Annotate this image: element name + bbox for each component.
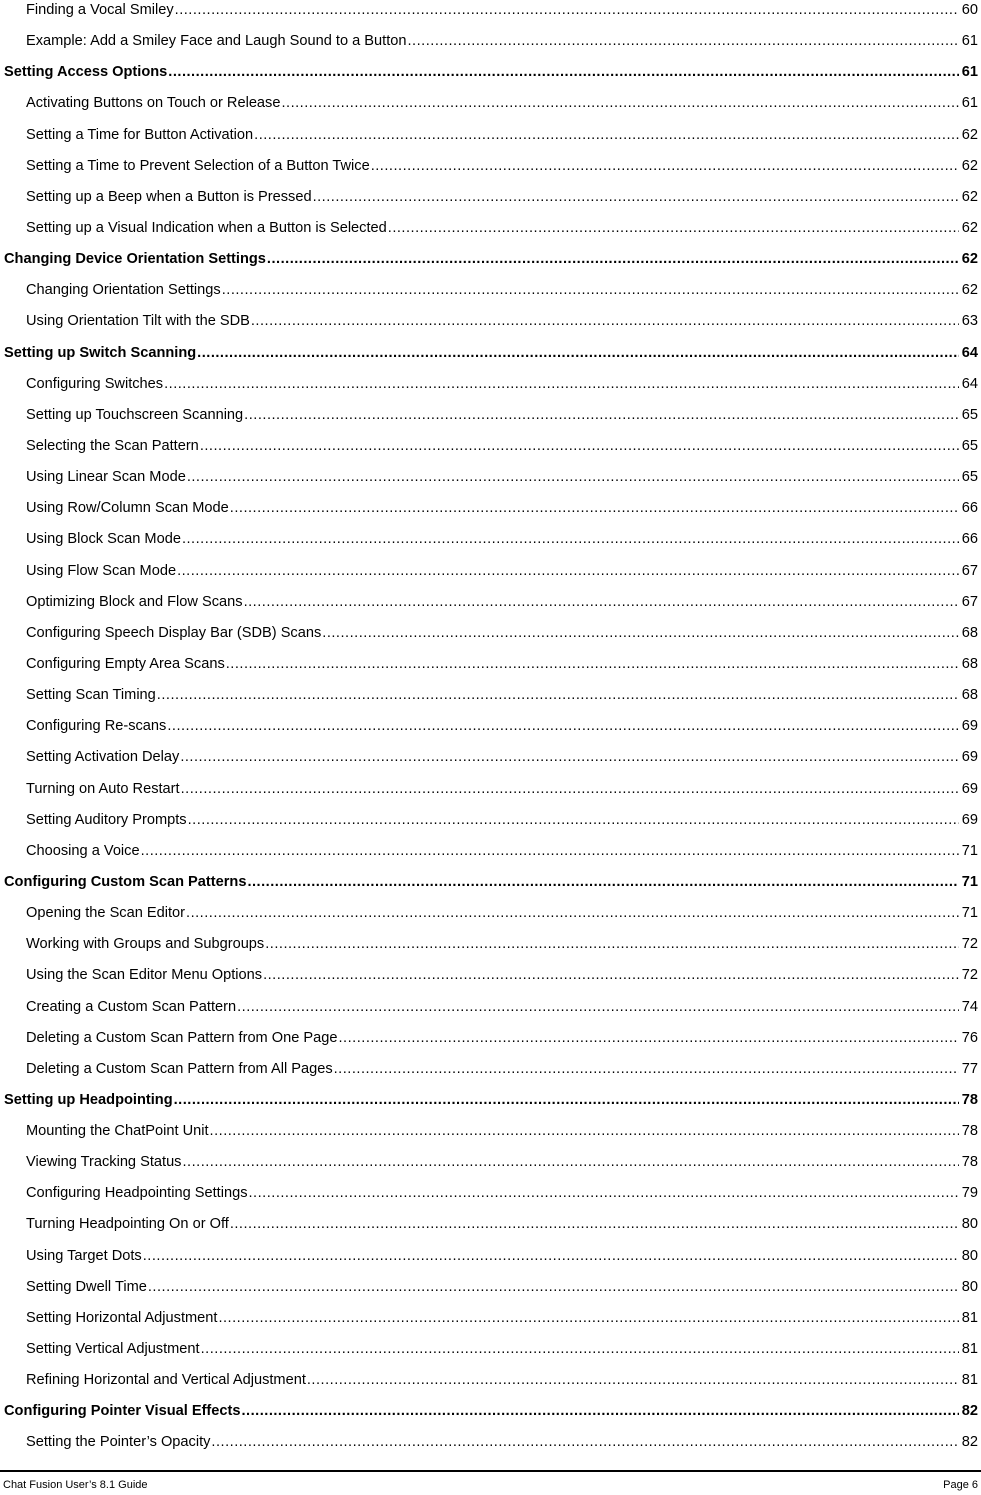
toc-dot-leader bbox=[334, 1054, 959, 1085]
toc-dot-leader bbox=[174, 1085, 959, 1116]
toc-entry-title: Using Target Dots bbox=[26, 1247, 142, 1264]
toc-section-heading[interactable] bbox=[4, 1396, 978, 1427]
toc-entry[interactable] bbox=[4, 493, 978, 524]
toc-entry-title: Configuring Switches bbox=[26, 375, 164, 392]
toc-dot-leader bbox=[242, 1396, 959, 1427]
toc-dot-leader bbox=[187, 462, 959, 493]
toc-entry-title: Opening the Scan Editor bbox=[26, 905, 186, 922]
toc-entry[interactable] bbox=[4, 1023, 978, 1054]
toc-page-number: 81 bbox=[961, 1372, 978, 1389]
toc-dot-leader bbox=[141, 836, 959, 867]
toc-page-number: 80 bbox=[961, 1247, 978, 1264]
toc-dot-leader bbox=[167, 711, 958, 742]
toc-entry-title: Configuring Headpointing Settings bbox=[26, 1185, 248, 1202]
toc-dot-leader bbox=[254, 120, 959, 151]
toc-entry[interactable] bbox=[4, 960, 978, 991]
toc-entry-title: Setting up Headpointing bbox=[4, 1091, 173, 1108]
toc-entry-title: Refining Horizontal and Vertical Adjustment bbox=[26, 1372, 306, 1389]
toc-dot-leader bbox=[197, 338, 959, 369]
toc-page-number: 81 bbox=[961, 1309, 978, 1326]
toc-dot-leader bbox=[211, 1427, 958, 1458]
toc-entry[interactable] bbox=[4, 1178, 978, 1209]
toc-page-number: 62 bbox=[961, 157, 978, 174]
toc-entry-title: Setting up a Beep when a Button is Pressed bbox=[26, 188, 312, 205]
toc-page-number: 72 bbox=[961, 936, 978, 953]
toc-page-number: 62 bbox=[961, 188, 978, 205]
toc-section-heading[interactable] bbox=[4, 867, 978, 898]
toc-entry-title: Optimizing Block and Flow Scans bbox=[26, 593, 243, 610]
toc-dot-leader bbox=[188, 805, 959, 836]
toc-entry-title: Configuring Pointer Visual Effects bbox=[4, 1403, 241, 1420]
toc-entry[interactable] bbox=[4, 587, 978, 618]
toc-page-number: 66 bbox=[961, 500, 978, 517]
toc-entry-title: Working with Groups and Subgroups bbox=[26, 936, 265, 953]
toc-dot-leader bbox=[281, 88, 958, 119]
toc-page-number: 61 bbox=[961, 95, 978, 112]
toc-entry[interactable] bbox=[4, 182, 978, 213]
toc-entry[interactable] bbox=[4, 88, 978, 119]
toc-entry[interactable] bbox=[4, 369, 978, 400]
footer-guide-title: Chat Fusion User’s 8.1 Guide bbox=[3, 1479, 148, 1491]
toc-entry-title: Selecting the Scan Pattern bbox=[26, 437, 199, 454]
page-footer bbox=[3, 1479, 978, 1491]
toc-dot-leader bbox=[168, 57, 958, 88]
toc-entry[interactable] bbox=[4, 929, 978, 960]
toc-page-number: 62 bbox=[961, 251, 978, 268]
toc-entry[interactable] bbox=[4, 1334, 978, 1365]
toc-entry-title: Setting Vertical Adjustment bbox=[26, 1341, 200, 1358]
toc-entry[interactable] bbox=[4, 1147, 978, 1178]
toc-entry-title: Setting Dwell Time bbox=[26, 1278, 147, 1295]
table-of-contents bbox=[4, 0, 978, 1459]
toc-dot-leader bbox=[164, 369, 959, 400]
toc-page-number: 80 bbox=[961, 1216, 978, 1233]
toc-entry[interactable] bbox=[4, 120, 978, 151]
toc-dot-leader bbox=[230, 1209, 959, 1240]
toc-entry-title: Changing Orientation Settings bbox=[26, 282, 221, 299]
toc-entry-title: Using Block Scan Mode bbox=[26, 531, 181, 548]
toc-dot-leader bbox=[249, 1178, 959, 1209]
toc-entry-title: Setting up a Visual Indication when a Button is Selected bbox=[26, 219, 387, 236]
toc-dot-leader bbox=[313, 182, 959, 213]
toc-dot-leader bbox=[200, 431, 959, 462]
toc-page-number: 65 bbox=[961, 406, 978, 423]
toc-dot-leader bbox=[230, 493, 959, 524]
toc-entry[interactable] bbox=[4, 0, 978, 26]
toc-dot-leader bbox=[247, 867, 958, 898]
footer-divider bbox=[0, 1470, 981, 1472]
toc-entry[interactable] bbox=[4, 618, 978, 649]
toc-entry-title: Activating Buttons on Touch or Release bbox=[26, 95, 281, 112]
toc-page-number: 69 bbox=[961, 780, 978, 797]
toc-dot-leader bbox=[218, 1303, 958, 1334]
toc-entry[interactable] bbox=[4, 1365, 978, 1396]
toc-entry-title: Configuring Re-scans bbox=[26, 718, 167, 735]
toc-page-number: 69 bbox=[961, 811, 978, 828]
toc-entry-title: Setting up Touchscreen Scanning bbox=[26, 406, 244, 423]
toc-entry-title: Using Flow Scan Mode bbox=[26, 562, 177, 579]
toc-dot-leader bbox=[371, 151, 959, 182]
toc-page-number: 72 bbox=[961, 967, 978, 984]
toc-page-number: 65 bbox=[961, 469, 978, 486]
toc-entry-title: Turning on Auto Restart bbox=[26, 780, 180, 797]
toc-entry-title: Configuring Speech Display Bar (SDB) Scans bbox=[26, 624, 322, 641]
toc-entry[interactable] bbox=[4, 1303, 978, 1334]
toc-dot-leader bbox=[180, 742, 958, 773]
toc-page-number: 61 bbox=[961, 64, 978, 81]
toc-dot-leader bbox=[157, 680, 959, 711]
toc-section-heading[interactable] bbox=[4, 338, 978, 369]
toc-dot-leader bbox=[251, 306, 959, 337]
toc-page-number: 68 bbox=[961, 655, 978, 672]
toc-page-number: 60 bbox=[961, 2, 978, 18]
toc-dot-leader bbox=[201, 1334, 959, 1365]
toc-dot-leader bbox=[388, 213, 959, 244]
toc-page-number: 66 bbox=[961, 531, 978, 548]
toc-page-number: 82 bbox=[961, 1403, 978, 1420]
toc-page-number: 82 bbox=[961, 1434, 978, 1451]
toc-entry[interactable] bbox=[4, 524, 978, 555]
toc-page-number: 67 bbox=[961, 593, 978, 610]
toc-page-number: 69 bbox=[961, 749, 978, 766]
toc-entry[interactable] bbox=[4, 1272, 978, 1303]
toc-dot-leader bbox=[322, 618, 959, 649]
toc-page-number: 69 bbox=[961, 718, 978, 735]
toc-entry-title: Mounting the ChatPoint Unit bbox=[26, 1123, 209, 1140]
toc-page-number: 71 bbox=[961, 842, 978, 859]
toc-entry[interactable] bbox=[4, 431, 978, 462]
toc-dot-leader bbox=[177, 556, 959, 587]
toc-entry-title: Turning Headpointing On or Off bbox=[26, 1216, 229, 1233]
toc-entry-title: Deleting a Custom Scan Pattern from One Page bbox=[26, 1029, 338, 1046]
toc-dot-leader bbox=[265, 929, 959, 960]
toc-entry[interactable] bbox=[4, 774, 978, 805]
toc-entry-title: Using the Scan Editor Menu Options bbox=[26, 967, 263, 984]
toc-page-number: 77 bbox=[961, 1060, 978, 1077]
toc-dot-leader bbox=[143, 1241, 959, 1272]
toc-entry-title: Creating a Custom Scan Pattern bbox=[26, 998, 237, 1015]
toc-entry[interactable] bbox=[4, 556, 978, 587]
toc-page-number: 64 bbox=[961, 344, 978, 361]
toc-entry[interactable] bbox=[4, 1427, 978, 1458]
toc-section-heading[interactable] bbox=[4, 57, 978, 88]
toc-page-number: 78 bbox=[961, 1154, 978, 1171]
toc-page-number: 80 bbox=[961, 1278, 978, 1295]
toc-dot-leader bbox=[148, 1272, 959, 1303]
toc-entry-title: Setting a Time to Prevent Selection of a Button Twice bbox=[26, 157, 370, 174]
toc-entry-title: Setting Scan Timing bbox=[26, 687, 156, 704]
toc-entry-title: Configuring Custom Scan Patterns bbox=[4, 873, 247, 890]
toc-entry[interactable] bbox=[4, 1241, 978, 1272]
toc-page-number: 71 bbox=[961, 873, 978, 890]
toc-entry-title: Setting up Switch Scanning bbox=[4, 344, 197, 361]
toc-page-number: 62 bbox=[961, 126, 978, 143]
toc-page-number: 81 bbox=[961, 1341, 978, 1358]
toc-entry-title: Setting Activation Delay bbox=[26, 749, 180, 766]
toc-dot-leader bbox=[237, 992, 959, 1023]
toc-entry[interactable] bbox=[4, 151, 978, 182]
toc-entry-title: Changing Device Orientation Settings bbox=[4, 251, 266, 268]
toc-page-number: 68 bbox=[961, 624, 978, 641]
toc-section-heading[interactable] bbox=[4, 244, 978, 275]
toc-entry[interactable] bbox=[4, 742, 978, 773]
toc-page-number: 79 bbox=[961, 1185, 978, 1202]
toc-entry-title: Setting Auditory Prompts bbox=[26, 811, 187, 828]
toc-dot-leader bbox=[182, 524, 959, 555]
toc-page-number: 71 bbox=[961, 905, 978, 922]
toc-dot-leader bbox=[267, 244, 959, 275]
toc-dot-leader bbox=[210, 1116, 959, 1147]
toc-dot-leader bbox=[226, 649, 959, 680]
toc-entry-title: Deleting a Custom Scan Pattern from All Pages bbox=[26, 1060, 333, 1077]
toc-page-number: 76 bbox=[961, 1029, 978, 1046]
toc-entry-title: Example: Add a Smiley Face and Laugh Sound to a Button bbox=[26, 33, 407, 50]
toc-entry[interactable] bbox=[4, 898, 978, 929]
toc-dot-leader bbox=[408, 26, 959, 57]
toc-page-number: 62 bbox=[961, 282, 978, 299]
toc-entry-title: Viewing Tracking Status bbox=[26, 1154, 182, 1171]
toc-section-heading[interactable] bbox=[4, 1085, 978, 1116]
toc-dot-leader bbox=[222, 275, 959, 306]
toc-page-number: 62 bbox=[961, 219, 978, 236]
toc-entry[interactable] bbox=[4, 213, 978, 244]
toc-page-number: 61 bbox=[961, 33, 978, 50]
toc-entry-title: Using Linear Scan Mode bbox=[26, 469, 186, 486]
toc-entry-title: Using Row/Column Scan Mode bbox=[26, 500, 229, 517]
toc-page-number: 67 bbox=[961, 562, 978, 579]
toc-entry[interactable] bbox=[4, 306, 978, 337]
toc-page-number: 78 bbox=[961, 1091, 978, 1108]
toc-entry-title: Setting the Pointer’s Opacity bbox=[26, 1434, 211, 1451]
toc-dot-leader bbox=[244, 587, 959, 618]
toc-entry[interactable] bbox=[4, 836, 978, 867]
toc-entry[interactable] bbox=[4, 1054, 978, 1085]
toc-entry[interactable] bbox=[4, 462, 978, 493]
toc-entry[interactable] bbox=[4, 1116, 978, 1147]
footer-page-number: Page 6 bbox=[943, 1479, 978, 1491]
toc-entry-title: Using Orientation Tilt with the SDB bbox=[26, 313, 250, 330]
toc-page-number: 68 bbox=[961, 687, 978, 704]
toc-entry-title: Configuring Empty Area Scans bbox=[26, 655, 225, 672]
toc-dot-leader bbox=[339, 1023, 959, 1054]
toc-page-number: 64 bbox=[961, 375, 978, 392]
toc-entry[interactable] bbox=[4, 711, 978, 742]
toc-dot-leader bbox=[244, 400, 959, 431]
toc-dot-leader bbox=[175, 0, 959, 26]
toc-entry[interactable] bbox=[4, 992, 978, 1023]
toc-page-number: 65 bbox=[961, 437, 978, 454]
toc-dot-leader bbox=[186, 898, 959, 929]
toc-entry[interactable] bbox=[4, 649, 978, 680]
toc-page-number: 74 bbox=[961, 998, 978, 1015]
toc-entry-title: Finding a Vocal Smiley bbox=[26, 2, 174, 18]
toc-entry-title: Setting Access Options bbox=[4, 64, 168, 81]
toc-dot-leader bbox=[182, 1147, 958, 1178]
toc-page-number: 78 bbox=[961, 1123, 978, 1140]
toc-entry[interactable] bbox=[4, 400, 978, 431]
toc-entry[interactable] bbox=[4, 805, 978, 836]
toc-entry-title: Choosing a Voice bbox=[26, 842, 140, 859]
toc-dot-leader bbox=[181, 774, 959, 805]
toc-entry[interactable] bbox=[4, 26, 978, 57]
toc-entry-title: Setting a Time for Button Activation bbox=[26, 126, 254, 143]
toc-entry-title: Setting Horizontal Adjustment bbox=[26, 1309, 218, 1326]
toc-entry[interactable] bbox=[4, 680, 978, 711]
toc-page-number: 63 bbox=[961, 313, 978, 330]
toc-dot-leader bbox=[307, 1365, 959, 1396]
toc-entry[interactable] bbox=[4, 275, 978, 306]
toc-dot-leader bbox=[263, 960, 959, 991]
toc-entry[interactable] bbox=[4, 1209, 978, 1240]
